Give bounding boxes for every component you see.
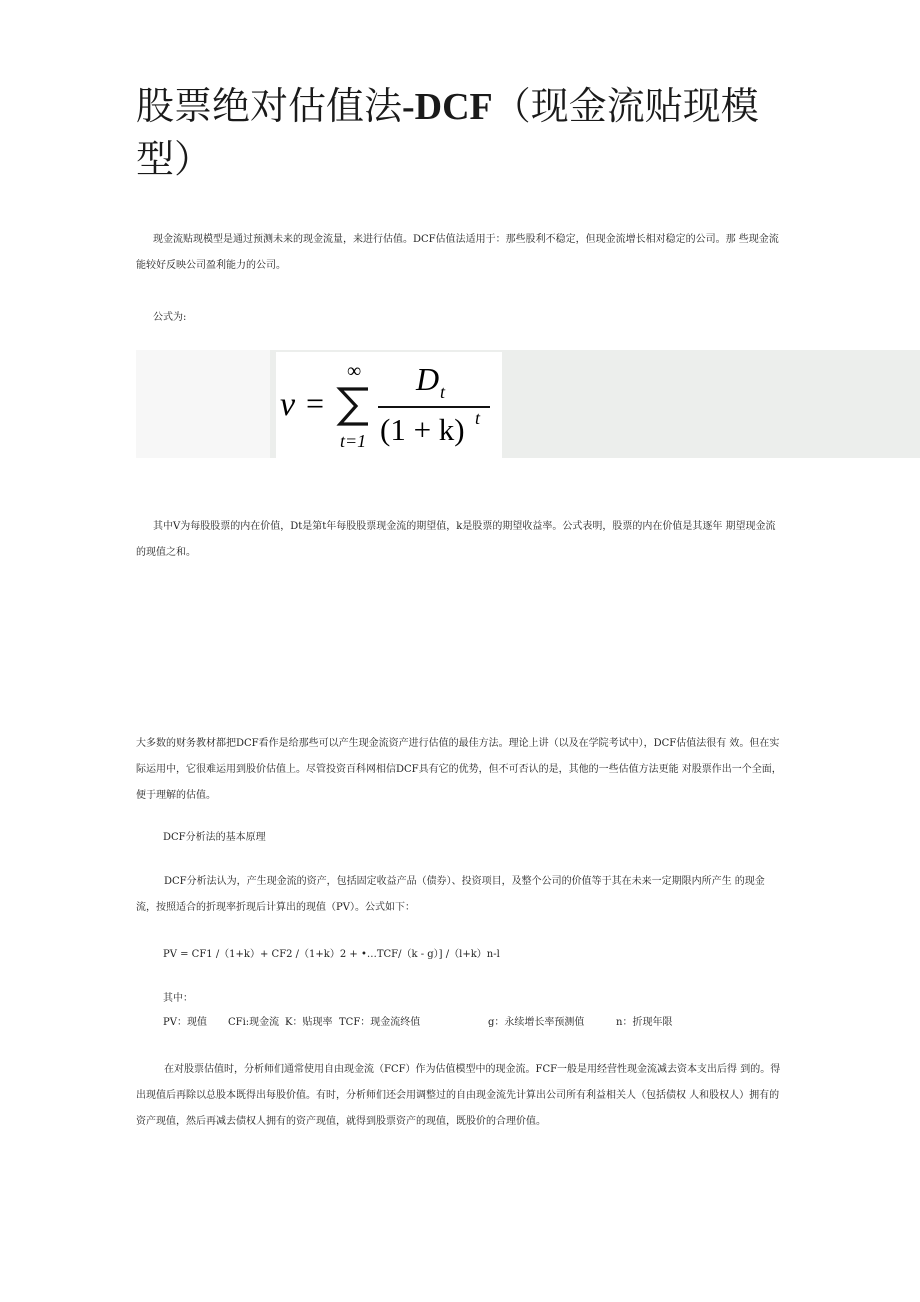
- formula-numerator-sub: t: [440, 382, 446, 402]
- formula-image: [136, 350, 920, 458]
- pv-formula: PV = CF1 /（1+k）+ CF2 /（1+k）2 + •…TCF/（k - g）] /（l+k）n-l: [163, 949, 500, 960]
- textbook-paragraph: 大多数的财务教材都把DCF看作是给那些可以产生现金流资产进行估值的最佳方法。理论上讲（以及在学院考试中），DCF估值法很有 效。但在实际运用中，它很难运用到股价估值上。尽管投资百科网相信DCF具有它的优势，但不可否认的是，其他的一些估值方法更能 对股票作出一个全面，便于理解的估值。: [136, 738, 782, 801]
- sigma-symbol: [340, 389, 368, 424]
- definitions-row: [0, 1015, 920, 1031]
- formula-sum-lower: t=1: [340, 431, 367, 451]
- title-part-paren: （现金流贴现模型）: [136, 84, 759, 181]
- formula-equals: =: [306, 385, 325, 421]
- formula-label: 公式为:: [153, 312, 187, 323]
- formula-denominator: (1 + k): [380, 412, 465, 447]
- formula-sum-upper: ∞: [347, 360, 362, 382]
- dcf-formula: [276, 352, 502, 458]
- title-part-dcf: -DCF: [402, 86, 493, 128]
- fcf-paragraph: 在对股票估值时，分析师们通常使用自由现金流（FCF）作为估值模型中的现金流。FCF一般是用经营性现金流减去资本支出后得 到的。得出现值后再除以总股本既得出每股价值。有时，分析师们还会用调整过的自由现金流先计算出公司所有利益相关人（包括债权 人和股权人）拥有的资产现值，然后再减去债权人拥有的资产现值，就得到股票资产的现值，既股价的合理价值。: [136, 1064, 781, 1127]
- explain-paragraph: 其中V为每股股票的内在价值，Dt是第t年每股股票现金流的期望值，k是股票的期望收益率。公式表明，股票的内在价值是其逐年 期望现金流的现值之和。: [136, 521, 776, 558]
- formula-denominator-sup: t: [475, 408, 481, 428]
- where-label: 其中：: [163, 993, 193, 1004]
- def-n: n：折现年限: [616, 1017, 673, 1028]
- def-cfi: CFi:现金流: [228, 1017, 280, 1028]
- def-pv: PV：现值: [163, 1017, 207, 1028]
- formula-numerator: D: [416, 361, 440, 397]
- page-title: [136, 80, 796, 185]
- def-k: K：贴现率: [285, 1017, 333, 1028]
- def-tcf: TCF：现金流终值: [339, 1017, 421, 1028]
- dcf-formula-svg: [276, 352, 502, 458]
- formula-lhs: v: [280, 386, 296, 423]
- intro-paragraph: 现金流贴现模型是通过预测未来的现金流量，来进行估值。DCF估值法适用于：那些股利不稳定，但现金流增长相对稳定的公司。那 些现金流能较好反映公司盈利能力的公司。: [136, 234, 779, 271]
- principle-heading: DCF分析法的基本原理: [163, 832, 266, 843]
- title-part-chinese: 股票绝对估值法: [136, 84, 403, 128]
- formula-margin: [136, 350, 270, 458]
- principle-paragraph: DCF分析法认为，产生现金流的资产，包括固定收益产品（债券）、投资项目，及整个公司的价值等于其在未来一定期限内所产生 的现金流，按照适合的折现率折现后计算出的现值（PV）。公式如下：: [136, 876, 765, 913]
- def-g: g：永续增长率预测值: [488, 1017, 585, 1028]
